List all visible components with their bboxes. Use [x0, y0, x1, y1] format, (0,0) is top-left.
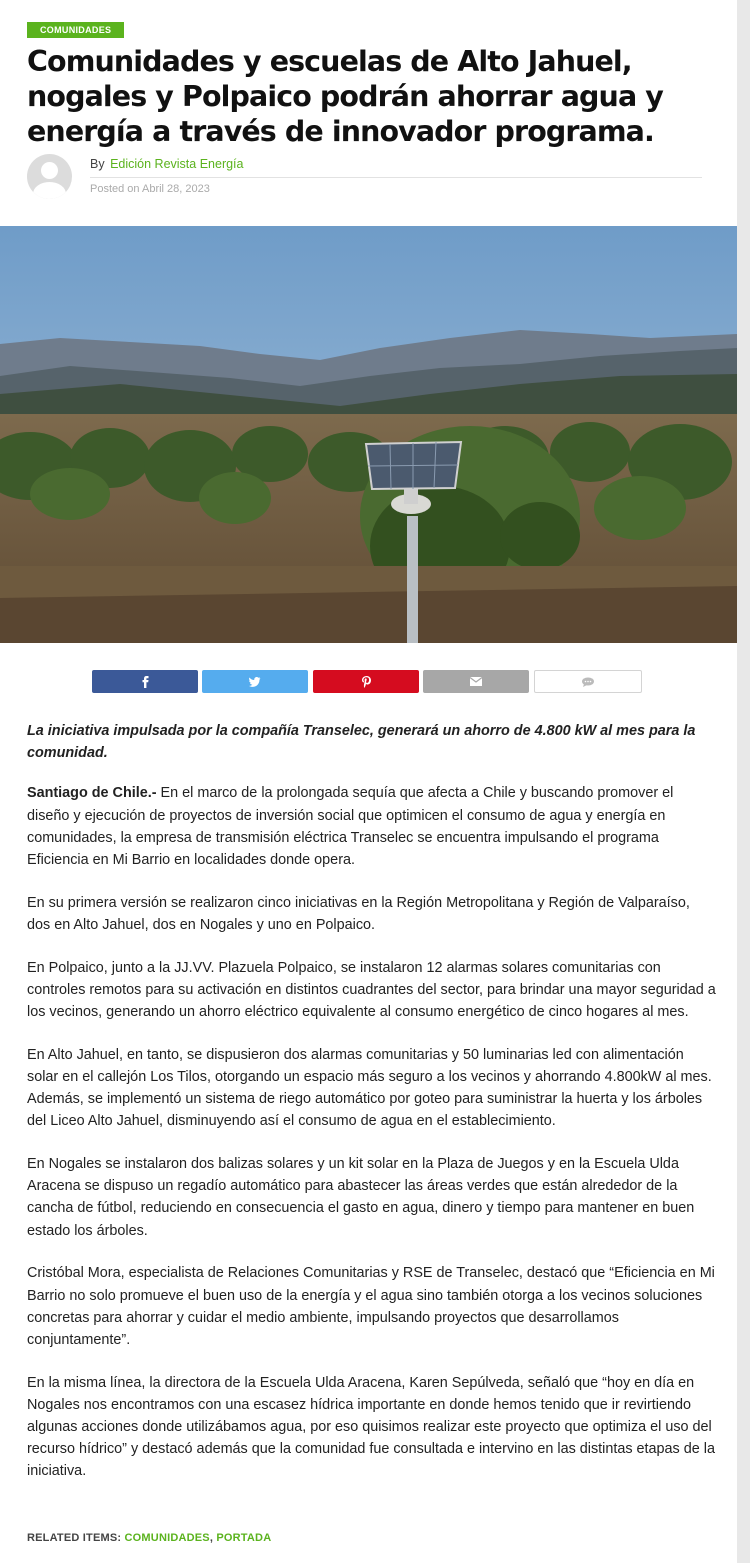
related-tag-comunidades[interactable]: COMUNIDADES: [124, 1532, 210, 1544]
article-paragraph-6: Cristóbal Mora, especialista de Relaciones Comunitarias y RSE de Transelec, destacó que “Eficiencia en Mi Barrio no solo promueve el buen uso de la energía y el agua sino también otorga a los vecinos soluciones concretas para ahorrar y cuidar el medio ambiente, impulsando proyectos que desarrollamos conjuntamente”.: [27, 1265, 715, 1348]
facebook-icon: [140, 676, 150, 688]
article-paragraph-5: En Nogales se instalaron dos balizas solares y un kit solar en la Plaza de Juegos y en la Escuela Ulda Aracena se dispuso un regadío automático para abastecer las áreas verdes que están alrededor de la cancha de fútbol, reduciendo en consecuencia el gasto en agua, dinero y tiempo para mantener en buen estado los árboles.: [27, 1156, 695, 1239]
byline: [90, 157, 243, 171]
article-paragraph-3: En Polpaico, junto a la JJ.VV. Plazuela Polpaico, se instalaron 12 alarmas solares comunitarias con controles remotos para su activación en distintos cuadrantes del sector, para brindar una mayor seguridad a los vecinos, generando un ahorro eléctrico equivalente al consumo energético de cinco hogares al mes.: [27, 959, 716, 1021]
comment-icon: [581, 677, 595, 687]
related-tag-portada[interactable]: PORTADA: [216, 1532, 272, 1544]
article-paragraph-2: En su primera versión se realizaron cinco iniciativas en la Región Metropolitana y Región de Valparaíso, dos en Alto Jahuel, dos en Nogales y uno en Polpaico.: [27, 894, 690, 933]
share-email-button[interactable]: [423, 670, 529, 693]
avatar-head-shape: [41, 162, 58, 179]
byline-prefix: By: [90, 157, 105, 171]
article-paragraph-4: En Alto Jahuel, en tanto, se dispusieron dos alarmas comunitarias y 50 luminarias led con alimentación solar en el callejón Los Tilos, otorgando un espacio más seguro a los vecinos y ahorrando 4.800kW al mes. Además, se implementó un sistema de riego automático por goteo para suministrar la huerta y los árboles del Liceo Alto Jahuel, disminuyendo así el consumo de agua en el establecimiento.: [27, 1046, 712, 1130]
author-link[interactable]: Edición Revista Energía: [110, 157, 244, 171]
share-pinterest-button[interactable]: [313, 670, 419, 693]
posted-date: Posted on Abril 28, 2023: [90, 183, 210, 195]
dateline: Santiago de Chile.-: [27, 785, 157, 802]
paragraph-1-text: En el marco de la prolongada sequía que afecta a Chile y buscando promover el diseño y ejecución de proyectos de inversión social que optimicen el consumo de agua y energía en comunidades, la empresa de transmisión eléctrica Transelec se encuentra impulsando el programa Eficiencia en Mi Barrio en localidades donde opera.: [27, 785, 674, 869]
related-label: RELATED ITEMS:: [27, 1532, 122, 1544]
share-twitter-button[interactable]: [202, 670, 308, 693]
article-lead: La iniciativa impulsada por la compañía Transelec, generará un ahorro de 4.800 kW al mes para la comunidad.: [27, 723, 696, 762]
category-badge[interactable]: COMUNIDADES: [27, 22, 124, 38]
related-items: [27, 1532, 271, 1544]
meta-divider: [90, 177, 702, 178]
author-avatar[interactable]: [27, 154, 72, 199]
related-separator: ,: [209, 1532, 214, 1544]
orchard-solar-photo: [0, 226, 737, 643]
avatar-shoulders-shape: [33, 182, 66, 199]
hero-image: [0, 226, 737, 643]
share-facebook-button[interactable]: [92, 670, 198, 693]
twitter-icon: [249, 677, 261, 687]
article-body: [27, 720, 717, 1503]
article-paragraph-7: En la misma línea, la directora de la Escuela Ulda Aracena, Karen Sepúlveda, señaló que “hoy en día en Nogales nos encontramos con una escasez hídrica importante en donde hemos tenido que ir revirtiendo algunas acciones donde utilizábamos agua, por eso quisimos realizar este proyecto que optimiza el uso del recurso hídrico” y destacó además que la comunidad fue consultada e intervino en las distintas etapas de la iniciativa.: [27, 1374, 715, 1480]
scrollbar[interactable]: [737, 0, 750, 1563]
pinterest-icon: [362, 676, 371, 688]
comment-button[interactable]: [534, 670, 642, 693]
article-paragraph-1: [27, 782, 717, 871]
article-title: Comunidades y escuelas de Alto Jahuel, nogales y Polpaico podrán ahorrar agua y energía a través de innovador programa.: [27, 45, 663, 148]
email-icon: [470, 677, 482, 686]
